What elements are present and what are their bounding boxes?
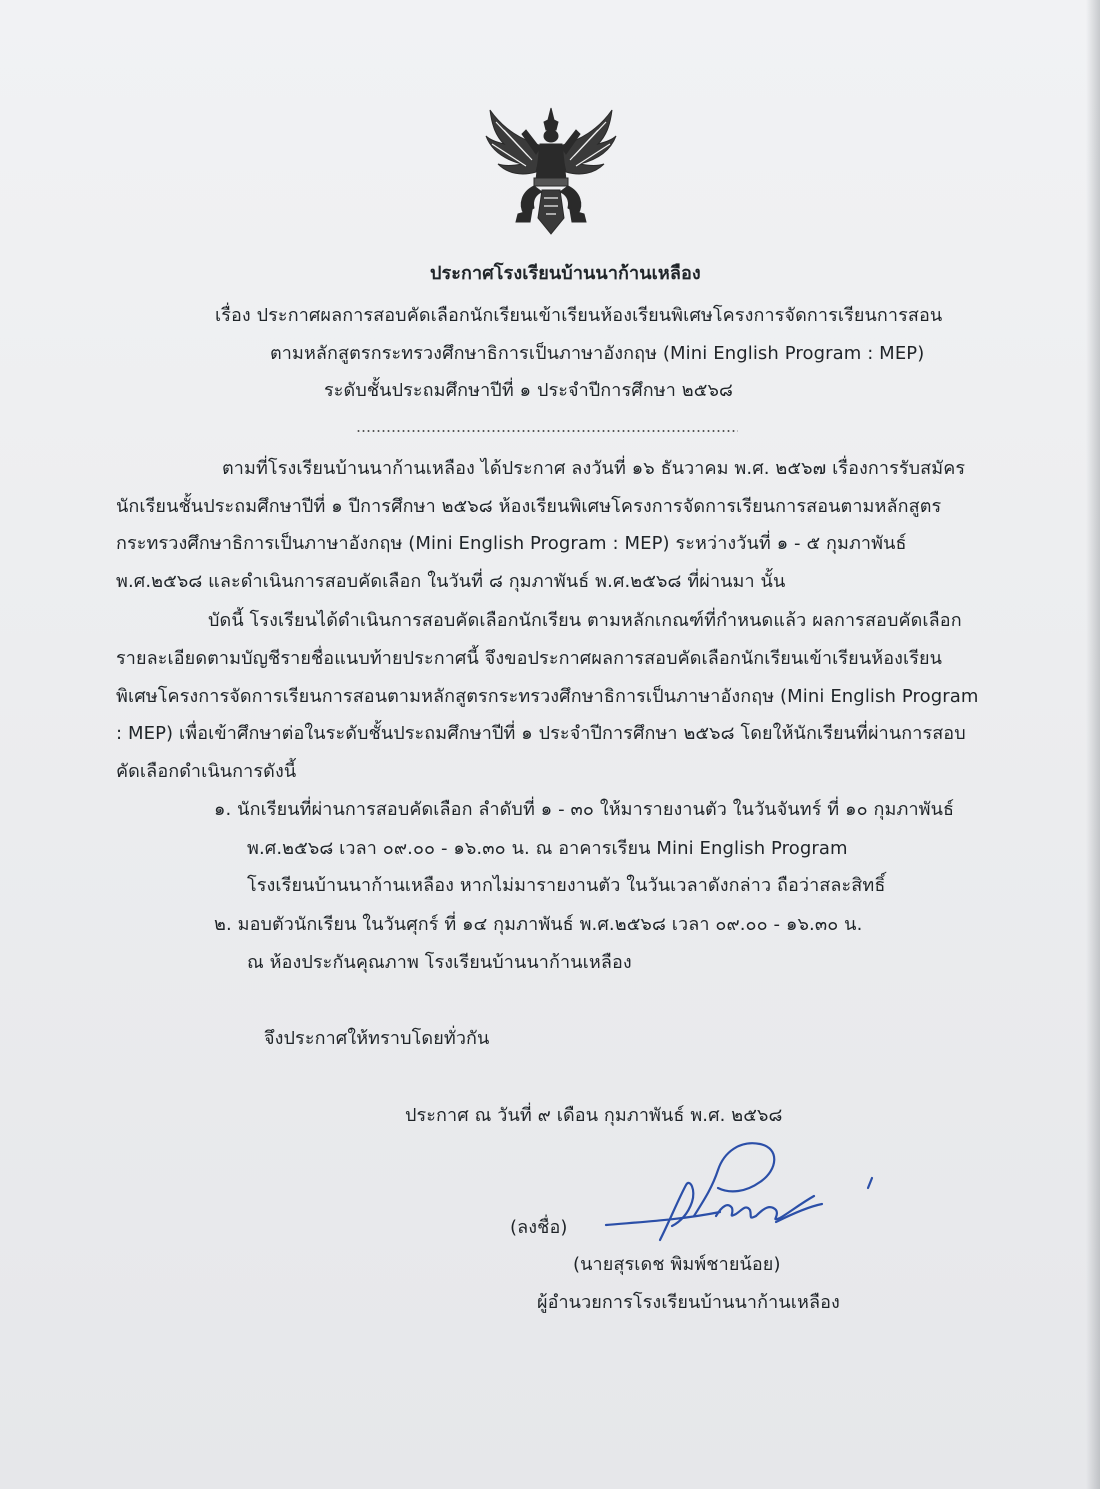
paragraph-1-line: กระทรวงศึกษาธิการเป็นภาษาอังกฤษ (Mini English Program : MEP) ระหว่างวันที่ ๑ - ๕ กุมภาพันธ์ [116,533,907,554]
signer-position: ผู้อำนวยการโรงเรียนบ้านนาก้านเหลือง [537,1292,840,1313]
paper-edge-shadow [1086,0,1100,1489]
garuda-emblem-icon [482,100,620,240]
signer-name: (นายสุรเดช พิมพ์ชายน้อย) [573,1254,781,1275]
subject-line-2: ตามหลักสูตรกระทรวงศึกษาธิการเป็นภาษาอังกฤษ (Mini English Program : MEP) [270,343,925,364]
paragraph-2-line: รายละเอียดตามบัญชีรายชื่อแนบท้ายประกาศนี้ จึงขอประกาศผลการสอบคัดเลือกนักเรียนเข้าเรียนห้องเรียน [116,648,943,669]
list-item-1-line: พ.ศ.๒๕๖๘ เวลา ๐๙.๐๐ - ๑๖.๓๐ น. ณ อาคารเรียน Mini English Program [247,838,848,859]
list-item-1-line: โรงเรียนบ้านนาก้านเหลือง หากไม่มารายงานตัว ในวันเวลาดังกล่าว ถือว่าสละสิทธิ์ [247,875,886,896]
paragraph-2-line: : MEP) เพื่อเข้าศึกษาต่อในระดับชั้นประถมศึกษาปีที่ ๑ ประจำปีการศึกษา ๒๕๖๘ โดยให้นักเรียนที่ผ่านการสอบ [116,723,966,744]
paragraph-2-line: พิเศษโครงการจัดการเรียนการสอนตามหลักสูตรกระทรวงศึกษาธิการเป็นภาษาอังกฤษ (Mini English Program [116,686,979,707]
subject-line-1: เรื่อง ประกาศผลการสอบคัดเลือกนักเรียนเข้าเรียนห้องเรียนพิเศษโครงการจัดการเรียนการสอน [215,305,943,326]
announcement-date: ประกาศ ณ วันที่ ๙ เดือน กุมภาพันธ์ พ.ศ. ๒๕๖๘ [405,1105,783,1126]
list-item-2-line: ๒. มอบตัวนักเรียน ในวันศุกร์ ที่ ๑๔ กุมภาพันธ์ พ.ศ.๒๕๖๘ เวลา ๐๙.๐๐ - ๑๖.๓๐ น. [214,914,863,935]
paragraph-2-line: บัดนี้ โรงเรียนได้ดำเนินการสอบคัดเลือกนักเรียน ตามหลักเกณฑ์ที่กำหนดแล้ว ผลการสอบคัดเลือก [208,610,962,631]
paragraph-1-line: นักเรียนชั้นประถมศึกษาปีที่ ๑ ปีการศึกษา ๒๕๖๘ ห้องเรียนพิเศษโครงการจัดการเรียนการสอนตามหลักสูตร [116,496,942,517]
list-item-2-line: ณ ห้องประกันคุณภาพ โรงเรียนบ้านนาก้านเหลือง [247,952,632,973]
closing-line: จึงประกาศให้ทราบโดยทั่วกัน [264,1028,490,1049]
document-title: ประกาศโรงเรียนบ้านนาก้านเหลือง [430,263,701,284]
paragraph-1-line: ตามที่โรงเรียนบ้านนาก้านเหลือง ได้ประกาศ ลงวันที่ ๑๖ ธันวาคม พ.ศ. ๒๕๖๗ เรื่องการรับสมัคร [222,458,966,479]
list-item-1-line: ๑. นักเรียนที่ผ่านการสอบคัดเลือก ลำดับที่ ๑ - ๓๐ ให้มารายงานตัว ในวันจันทร์ ที่ ๑๐ กุมภาพันธ์ [214,799,955,820]
subject-line-3: ระดับชั้นประถมศึกษาปีที่ ๑ ประจำปีการศึกษา ๒๕๖๘ [324,380,733,401]
signature-icon [600,1130,890,1255]
paragraph-1-line: พ.ศ.๒๕๖๘ และดำเนินการสอบคัดเลือก ในวันที่ ๘ กุมภาพันธ์ พ.ศ.๒๕๖๘ ที่ผ่านมา นั้น [116,571,786,592]
sign-label: (ลงชื่อ) [510,1217,568,1238]
paragraph-2-line: คัดเลือกดำเนินการดังนี้ [116,761,297,782]
dotted-separator [356,430,738,432]
